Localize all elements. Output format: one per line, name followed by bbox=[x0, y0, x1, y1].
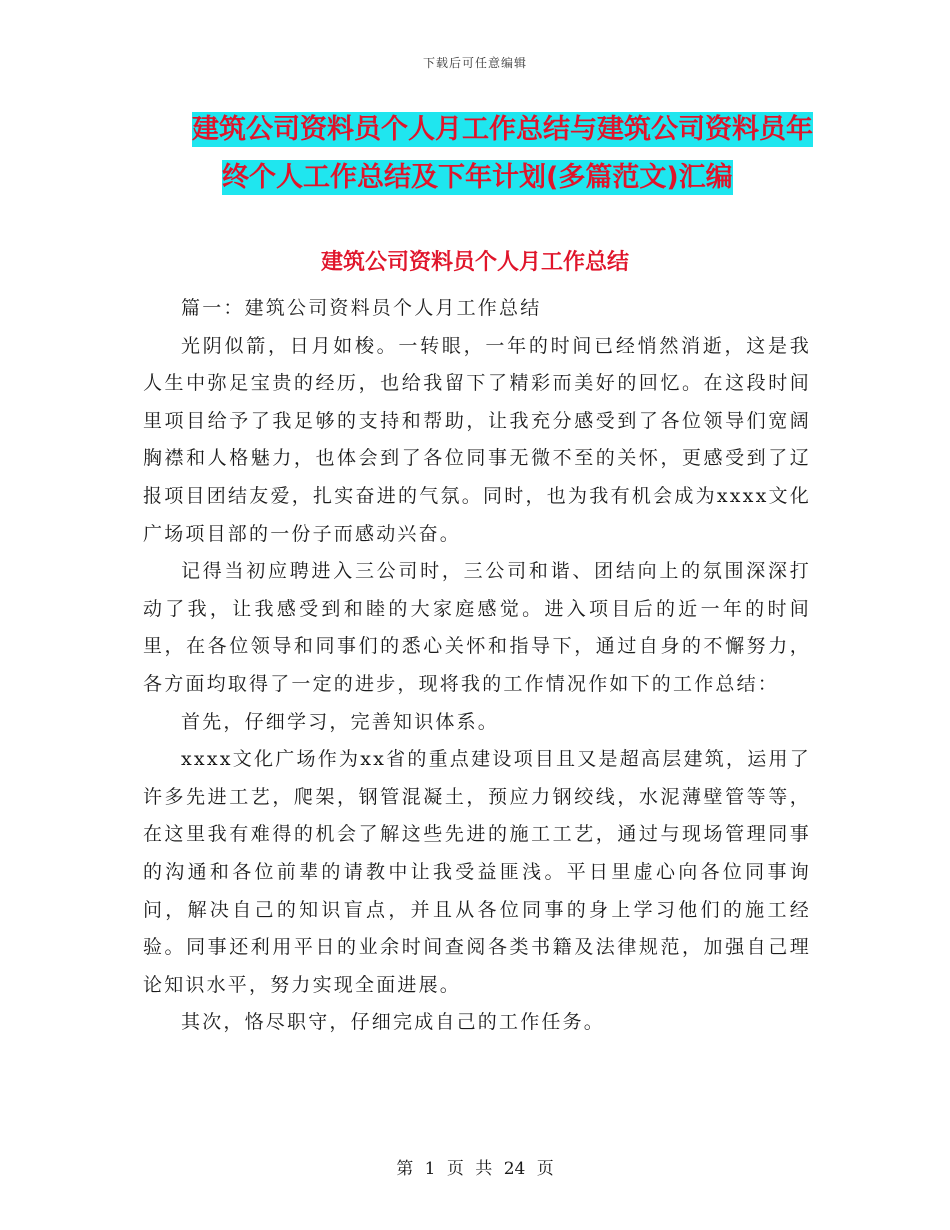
paragraph: 其次，恪尽职守，仔细完成自己的工作任务。 bbox=[181, 1011, 606, 1034]
header-note: 下载后可任意编辑 bbox=[422, 56, 527, 70]
document-title-line-2 bbox=[130, 154, 830, 202]
title-highlight-2: 终个人工作总结及下年计划(多篇范文)汇编 bbox=[222, 162, 733, 193]
paragraph: 篇一：建筑公司资料员个人月工作总结 bbox=[181, 297, 542, 319]
paragraph: 首先，仔细学习，完善知识体系。 bbox=[181, 710, 500, 733]
title-highlight-1: 建筑公司资料员个人月工作总结与建筑公司资料员年 bbox=[192, 114, 813, 145]
paragraph: 记得当初应聘进入三公司时，三公司和谐、团结向上的氛围深深打动了我，让我感受到和睦的大家庭感觉。进入项目后的近一年的时间里，在各位领导和同事们的悉心关怀和指导下，通过自身的不懈努力，各方面均取得了一定的进步，现将我的工作情况作如下的工作总结： bbox=[143, 560, 811, 695]
section-title: 建筑公司资料员个人月工作总结 bbox=[320, 250, 629, 275]
document-title-line-1 bbox=[130, 106, 830, 154]
paragraph: xxxx文化广场作为xx省的重点建设项目且又是超高层建筑，运用了许多先进工艺，爬架，钢管混凝土，预应力钢绞线，水泥薄壁管等等，在这里我有难得的机会了解这些先进的施工工艺，通过与现场管理同事的沟通和各位前辈的请教中让我受益匪浅。平日里虚心向各位同事询问，解决自己的知识盲点，并且从各位同事的身上学习他们的施工经验。同事还利用平日的业余时间查阅各类书籍及法律规范，加强自己理论知识水平，努力实现全面进展。 bbox=[143, 748, 811, 996]
page-footer: 第 1 页 共 24 页 bbox=[396, 1159, 554, 1179]
body-text bbox=[143, 290, 811, 1042]
paragraph: 光阴似箭，日月如梭。一转眼，一年的时间已经悄然消逝，这是我人生中弥足宝贵的经历，也给我留下了精彩而美好的回忆。在这段时间里项目给予了我足够的支持和帮助，让我充分感受到了各位领导们宽阔胸襟和人格魅力，也体会到了各位同事无微不至的关怀，更感受到了辽报项目团结友爱，扎实奋进的气氛。同时，也为我有机会成为xxxx文化广场项目部的一份子而感动兴奋。 bbox=[143, 334, 811, 545]
document-title bbox=[130, 106, 830, 202]
